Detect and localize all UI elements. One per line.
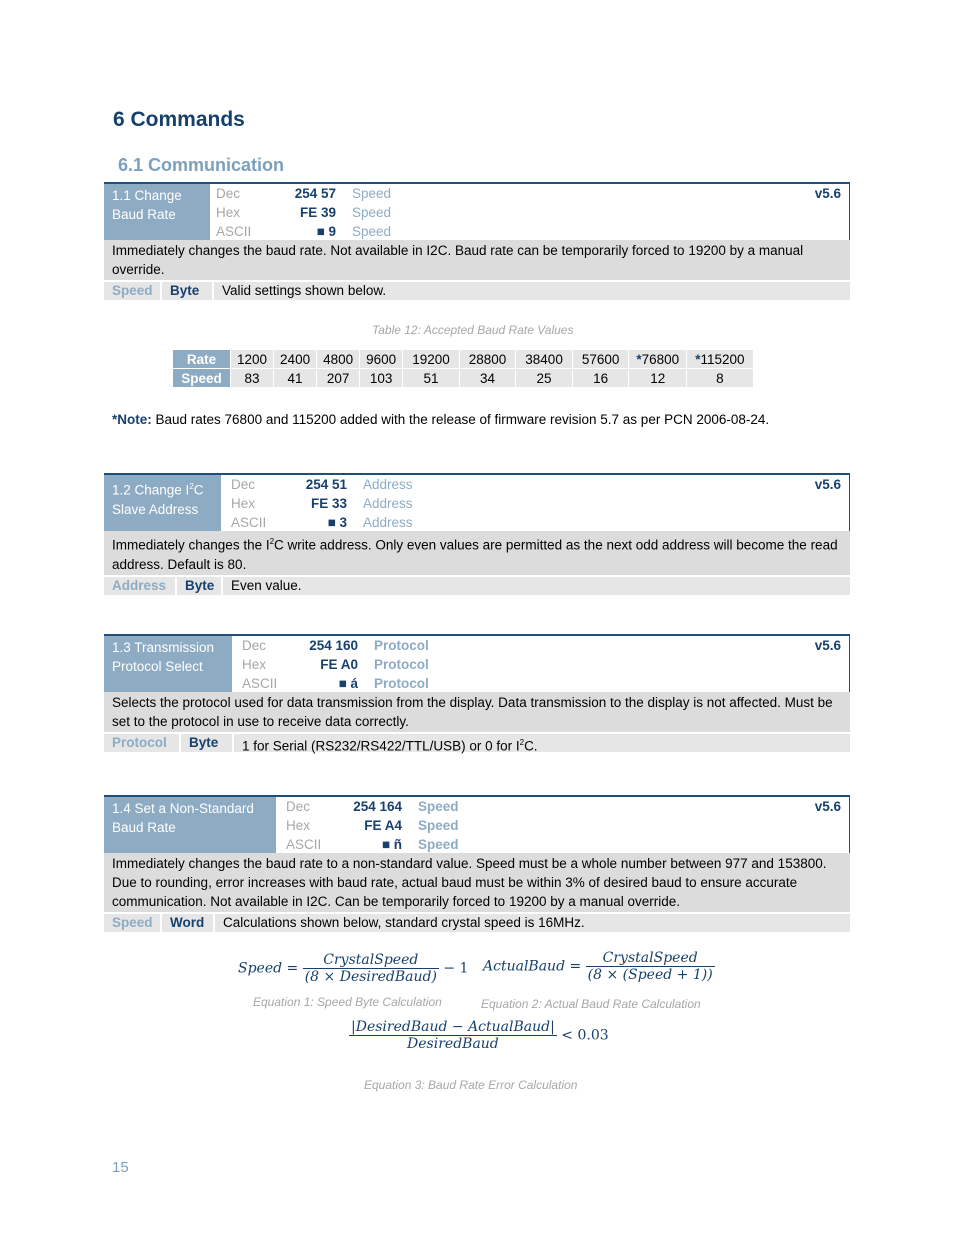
parameter-row — [104, 914, 850, 932]
parameter-name: Protocol — [112, 735, 167, 750]
speed-cell: 51 — [403, 369, 460, 388]
command-name: 1.4 Set a Non-Standard Baud Rate — [104, 797, 276, 853]
dec-param: Protocol — [374, 638, 429, 653]
speed-cell: 41 — [274, 369, 317, 388]
dec-param: Speed — [418, 799, 459, 814]
parameter-row — [104, 577, 850, 595]
ascii-label: ASCII — [216, 224, 252, 239]
hex-param: Speed — [352, 205, 392, 220]
parameter-type: Byte — [175, 577, 223, 595]
speed-cell: 34 — [459, 369, 516, 388]
rate-cell: 4800 — [317, 350, 360, 369]
parameter-description: Calculations shown below, standard crystal speed is 16MHz. — [223, 915, 585, 930]
command-block-change-i2c-slave-address — [104, 473, 850, 595]
rate-cell: 1200 — [231, 350, 274, 369]
hex-value: FE 39 — [299, 205, 336, 220]
note-text: Baud rates 76800 and 115200 added with the release of firmware revision 5.7 as per PCN 2006-08-24. — [151, 412, 770, 427]
rate-cell: *115200 — [687, 350, 753, 369]
speed-cell: 25 — [516, 369, 573, 388]
parameter-description: 1 for Serial (RS232/RS422/TTL/USB) or 0 for $I^2C$. — [242, 738, 538, 754]
note-label: *Note: — [112, 412, 152, 427]
dec-label: Dec — [286, 799, 311, 814]
command-codes — [286, 797, 459, 854]
baud-rate-table — [172, 349, 754, 388]
rate-cell: 28800 — [459, 350, 516, 369]
rate-cell: *76800 — [629, 350, 687, 369]
parameter-type: Byte — [160, 282, 214, 300]
rate-cell: 19200 — [403, 350, 460, 369]
parameter-type: Word — [160, 914, 215, 932]
command-codes — [242, 636, 429, 693]
ascii-param: Address — [363, 515, 413, 530]
equation-caption: Equation 3: Baud Rate Error Calculation — [364, 1078, 578, 1092]
equation-actual-baud: ActualBaud = $\frac{\text{CrystalSpeed}}{\text{(8 × (Speed + 1))}}$ — [483, 950, 713, 983]
ascii-param: Speed — [418, 837, 459, 852]
ascii-param: Speed — [352, 224, 392, 239]
speed-cell: 16 — [572, 369, 629, 388]
dec-value: 254 164 — [353, 799, 402, 814]
command-codes — [216, 184, 391, 241]
table-row — [173, 369, 754, 388]
section-title: 6 Commands — [113, 108, 245, 131]
version-badge: v5.6 — [814, 477, 841, 492]
parameter-description: Even value. — [231, 577, 302, 593]
speed-cell: 103 — [360, 369, 403, 388]
hex-label: Hex — [216, 205, 241, 220]
command-description: Selects the protocol used for data transmission from the display. Data transmission to the display is not affected. Must be set to the protocol in use to receive data correctly. — [104, 692, 850, 732]
table-row — [173, 350, 754, 369]
dec-value: 254 57 — [294, 186, 336, 201]
version-badge: v5.6 — [814, 638, 841, 653]
ascii-value: ■ 3 — [327, 515, 347, 530]
command-description: Immediately changes the $I^2C$ write address. Only even values are permitted as the next odd address will become the read address. Default is 80. — [104, 531, 850, 575]
speed-cell: 12 — [629, 369, 687, 388]
equation-fraction: $\frac{\text{|DesiredBaud − ActualBaud|}}{\text{DesiredBaud}}$ — [351, 1019, 555, 1052]
ascii-label: ASCII — [231, 515, 267, 530]
dec-param: Speed — [352, 186, 392, 201]
parameter-type: Byte — [179, 734, 234, 752]
equation-error: $\frac{\text{|DesiredBaud − ActualBaud|}}{\text{DesiredBaud}}$ < 0.03 — [351, 1019, 609, 1052]
subsection-title: 6.1 Communication — [118, 155, 285, 175]
command-header — [104, 795, 850, 853]
table-caption: Table 12: Accepted Baud Rate Values — [372, 323, 574, 337]
equation-speed-byte: Speed = $\frac{\text{CrystalSpeed}}{\text{(8 × DesiredBaud)}}$ − 1 — [238, 952, 469, 985]
equation-caption: Equation 2: Actual Baud Rate Calculation — [481, 997, 701, 1011]
ascii-param: Protocol — [374, 676, 429, 691]
hex-param: Speed — [418, 818, 459, 833]
dec-label: Dec — [242, 638, 267, 653]
parameter-row — [104, 282, 850, 300]
command-block-transmission-protocol-select — [104, 634, 850, 752]
equation-fraction: $\frac{\text{CrystalSpeed}}{\text{(8 × (Speed + 1))}}$ — [587, 950, 713, 983]
speed-cell: 83 — [231, 369, 274, 388]
hex-label: Hex — [231, 496, 256, 511]
rate-cell: 57600 — [572, 350, 629, 369]
ascii-value: ■ 9 — [316, 224, 336, 239]
hex-value: FE 33 — [310, 496, 347, 511]
command-description: Immediately changes the baud rate. Not available in I2C. Baud rate can be temporarily forced to 19200 by a manual override. — [104, 240, 850, 280]
command-header — [104, 473, 850, 531]
ascii-label: ASCII — [242, 676, 278, 691]
row-header-rate: Rate — [173, 350, 231, 369]
command-header — [104, 634, 850, 692]
command-block-change-baud-rate — [104, 182, 850, 300]
equation-caption: Equation 1: Speed Byte Calculation — [253, 995, 442, 1009]
dec-value: 254 51 — [305, 477, 347, 492]
dec-label: Dec — [216, 186, 241, 201]
parameter-description: Valid settings shown below. — [222, 283, 387, 298]
version-badge: v5.6 — [814, 799, 841, 814]
hex-param: Protocol — [374, 657, 429, 672]
hex-value: FE A0 — [320, 657, 358, 672]
rate-cell: 9600 — [360, 350, 403, 369]
hex-label: Hex — [286, 818, 311, 833]
rate-cell: 38400 — [516, 350, 573, 369]
page-number: 15 — [112, 1159, 129, 1176]
parameter-name: Address — [112, 577, 167, 593]
note — [112, 412, 769, 427]
row-header-speed: Speed — [173, 369, 231, 388]
version-badge: v5.6 — [814, 186, 841, 201]
rate-cell: 2400 — [274, 350, 317, 369]
equation-fraction: $\frac{\text{CrystalSpeed}}{\text{(8 × DesiredBaud)}}$ — [304, 952, 437, 985]
command-name: 1.3 Transmission Protocol Select — [104, 636, 232, 692]
speed-cell: 8 — [687, 369, 753, 388]
hex-label: Hex — [242, 657, 267, 672]
command-header — [104, 182, 850, 240]
command-name: 1.1 Change Baud Rate — [104, 184, 210, 240]
dec-value: 254 160 — [309, 638, 358, 653]
command-description: Immediately changes the baud rate to a non-standard value. Speed must be a whole number between 977 and 153800. Due to rounding, error increases with baud rate, actual baud must be within 3% of desired baud to ensure accurate communication. Not available in I2C. Can be temporarily forced to 19200 by a manual override. — [104, 853, 850, 912]
hex-param: Address — [363, 496, 413, 511]
parameter-row — [104, 734, 850, 752]
dec-param: Address — [363, 477, 413, 492]
ascii-label: ASCII — [286, 837, 322, 852]
command-name: 1.2 Change $I^2C$ Slave Address — [104, 475, 221, 531]
ascii-value: ■ á — [338, 676, 358, 691]
dec-label: Dec — [231, 477, 256, 492]
speed-cell: 207 — [317, 369, 360, 388]
command-block-set-non-standard-baud-rate — [104, 795, 850, 932]
command-codes — [231, 475, 413, 532]
ascii-value: ■ ñ — [381, 837, 402, 852]
parameter-name: Speed — [112, 915, 153, 930]
hex-value: FE A4 — [364, 818, 402, 833]
parameter-name: Speed — [112, 283, 153, 298]
